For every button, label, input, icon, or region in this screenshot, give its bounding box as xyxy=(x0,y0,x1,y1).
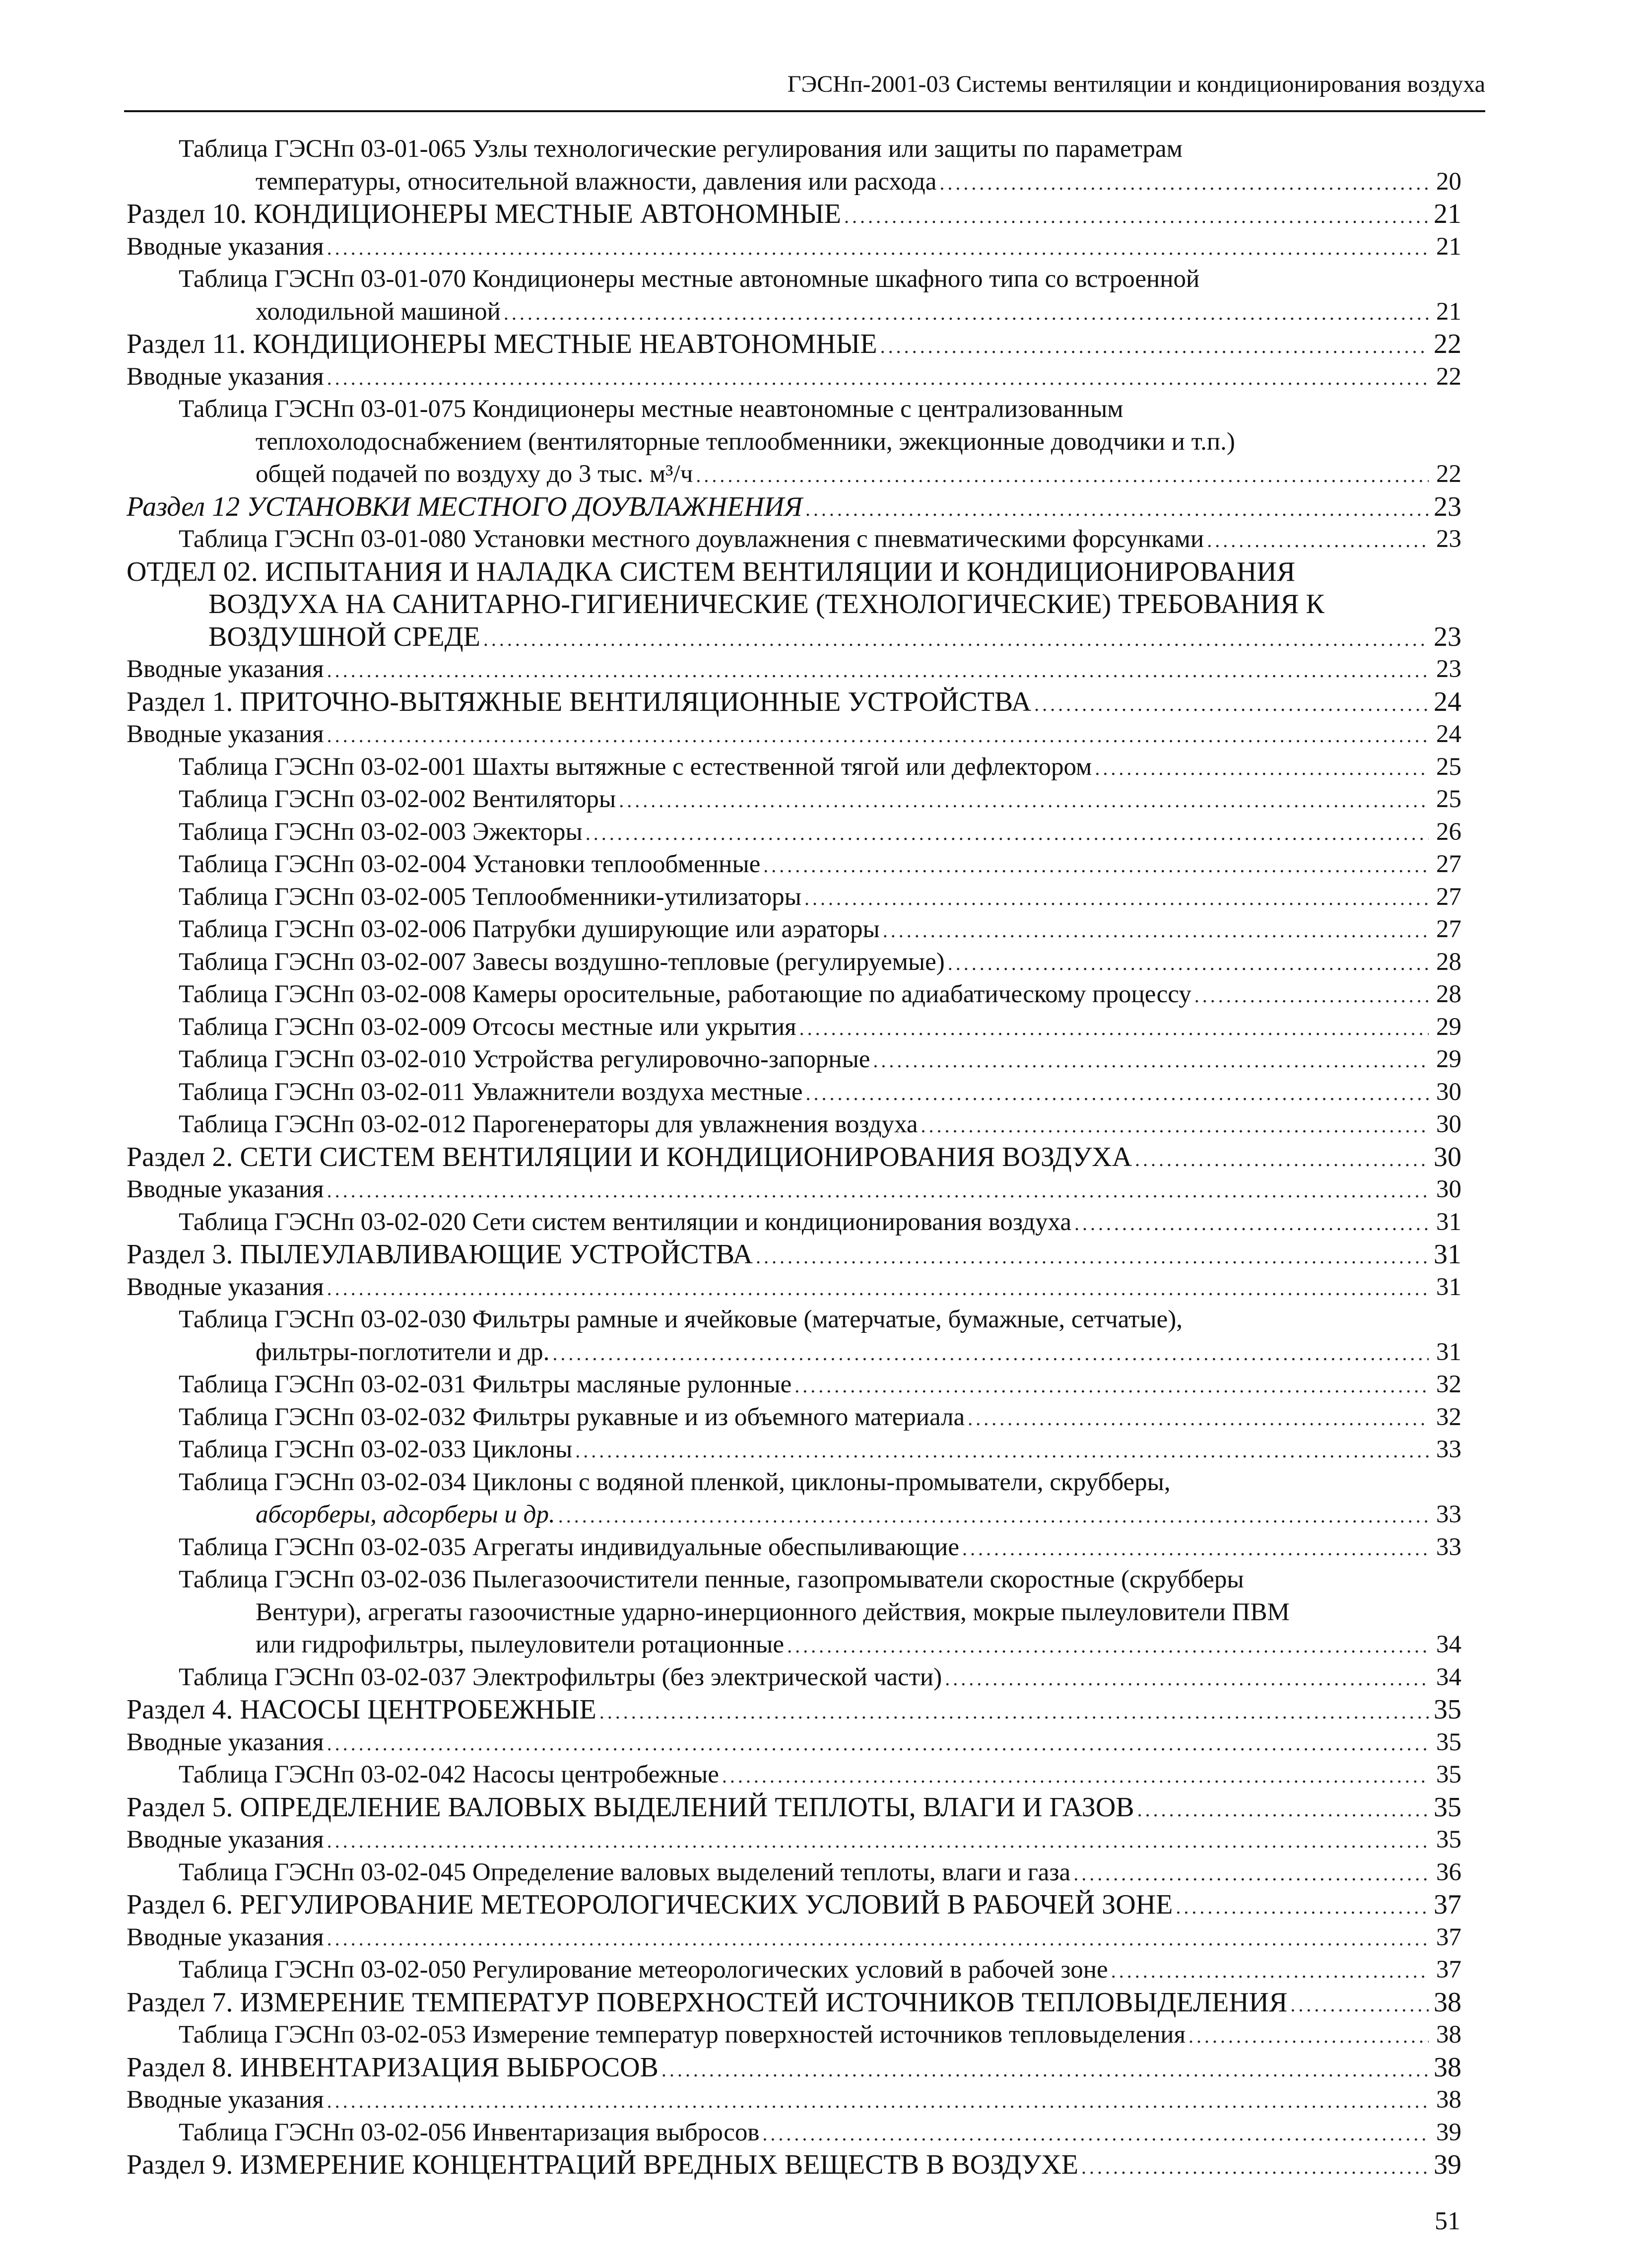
toc-entry xyxy=(127,2052,1461,2084)
dot-leader xyxy=(1188,2020,1429,2053)
toc-entry-page: 23 xyxy=(1434,621,1461,652)
toc-entry-page: 37 xyxy=(1436,1923,1461,1951)
dot-leader xyxy=(599,1696,1429,1728)
toc-entry xyxy=(127,718,1461,751)
toc-entry xyxy=(127,1889,1461,1922)
toc-entry-page: 35 xyxy=(1436,1728,1461,1756)
running-header xyxy=(124,69,1485,112)
toc-entry-page: 27 xyxy=(1436,883,1461,911)
toc-entry-page: 30 xyxy=(1436,1175,1461,1203)
toc-entry xyxy=(127,751,1461,784)
toc-entry-title: общей подачей по воздуху до 3 тыс. м³/ч xyxy=(256,460,693,488)
toc-entry-page: 31 xyxy=(1436,1338,1461,1366)
toc-entry-title: Раздел 11. КОНДИЦИОНЕРЫ МЕСТНЫЕ НЕАВТОНОМНЫЕ xyxy=(127,329,877,359)
toc-entry-page: 35 xyxy=(1436,1826,1461,1854)
toc-entry-page: 39 xyxy=(1434,2149,1461,2180)
toc-entry-title: Раздел 2. СЕТИ СИСТЕМ ВЕНТИЛЯЦИИ И КОНДИЦИОНИРОВАНИЯ ВОЗДУХА xyxy=(127,1141,1132,1172)
toc-entry-page: 21 xyxy=(1436,297,1461,326)
toc-entry-page: 22 xyxy=(1434,329,1461,359)
dot-leader xyxy=(1290,1989,1429,2021)
toc-entry-page: 30 xyxy=(1434,1141,1461,1172)
toc-entry xyxy=(127,198,1461,231)
dot-leader xyxy=(763,849,1429,882)
toc-entry-page: 24 xyxy=(1436,720,1461,748)
toc-entry-title: Таблица ГЭСНп 03-02-031 Фильтры масляные рулонные xyxy=(179,1371,792,1398)
toc-entry xyxy=(127,1369,1461,1401)
toc-entry-title: Таблица ГЭСНп 03-02-056 Инвентаризация выбросов xyxy=(179,2118,760,2146)
dot-leader xyxy=(844,200,1429,233)
toc-entry-page: 34 xyxy=(1436,1663,1461,1691)
toc-entry-title: Таблица ГЭСНп 03-02-020 Сети систем вентиляции и кондиционирования воздуха xyxy=(179,1208,1071,1236)
toc-entry xyxy=(127,1238,1461,1271)
dot-leader xyxy=(327,1727,1429,1760)
dot-leader xyxy=(806,1077,1429,1110)
toc-entry xyxy=(127,816,1461,849)
dot-leader xyxy=(1095,752,1429,785)
toc-entry xyxy=(127,978,1461,1011)
dot-leader xyxy=(968,1402,1429,1435)
dot-leader xyxy=(883,914,1429,947)
toc-entry xyxy=(127,361,1461,394)
dot-leader xyxy=(787,1630,1429,1662)
toc-entry xyxy=(127,913,1461,946)
toc-entry-page: 22 xyxy=(1436,362,1461,391)
dot-leader xyxy=(1081,2151,1429,2184)
toc-entry-title: Вводные указания xyxy=(127,1728,324,1756)
toc-entry-title: Таблица ГЭСНп 03-02-008 Камеры оросительные, работающие по адиабатическому процессу xyxy=(179,980,1191,1008)
dot-leader xyxy=(327,2085,1429,2118)
toc-entry-title: Вводные указания xyxy=(127,362,324,391)
dot-leader xyxy=(483,623,1429,656)
dot-leader xyxy=(756,1240,1429,1273)
toc-entry xyxy=(127,166,1461,199)
toc-entry-title: теплохолодоснабжением (вентиляторные теплообменники, эжекционные доводчики и т.п.) xyxy=(256,427,1235,456)
toc-entry-title: Вводные указания xyxy=(127,655,324,683)
toc-entry-title: Вводные указания xyxy=(127,1273,324,1301)
dot-leader xyxy=(327,1174,1429,1207)
toc-entry-title: Таблица ГЭСНп 03-02-004 Установки теплообменные xyxy=(179,850,761,878)
page-number: 51 xyxy=(1435,2207,1460,2235)
dot-leader xyxy=(661,2054,1429,2086)
toc-entry-page: 39 xyxy=(1436,2118,1461,2146)
toc-entry-title: Таблица ГЭСНп 03-01-065 Узлы технологические регулирования или защиты по параметрам xyxy=(179,135,1183,163)
toc-entry-title: Вводные указания xyxy=(127,232,324,261)
dot-leader xyxy=(1176,1891,1429,1924)
toc-entry-page: 28 xyxy=(1436,948,1461,976)
toc-entry-page: 27 xyxy=(1436,915,1461,943)
toc-entry xyxy=(127,1206,1461,1239)
dot-leader xyxy=(945,1662,1429,1695)
toc-entry-page: 26 xyxy=(1436,818,1461,846)
toc-entry-title: Вводные указания xyxy=(127,1923,324,1951)
toc-entry xyxy=(127,1173,1461,1206)
toc-entry-title: Раздел 10. КОНДИЦИОНЕРЫ МЕСТНЫЕ АВТОНОМНЫЕ xyxy=(127,199,842,229)
toc-entry-page: 23 xyxy=(1436,655,1461,683)
dot-leader xyxy=(805,493,1429,526)
toc-entry-page: 37 xyxy=(1434,1889,1461,1920)
toc-entry-title: Раздел 12 УСТАНОВКИ МЕСТНОГО ДОУВЛАЖНЕНИЯ xyxy=(127,491,802,522)
toc-entry-title: Таблица ГЭСНп 03-02-036 Пылегазоочистители пенные, газопромыватели скоростные (скрубберы xyxy=(179,1566,1244,1593)
dot-leader xyxy=(327,362,1429,395)
dot-leader xyxy=(696,459,1429,492)
toc-entry xyxy=(127,1987,1461,2019)
toc-entry xyxy=(127,653,1461,686)
toc-entry xyxy=(127,523,1461,556)
dot-leader xyxy=(873,1044,1429,1077)
toc-entry xyxy=(127,1108,1461,1141)
toc-entry-page: 25 xyxy=(1436,785,1461,813)
toc-entry-title: Таблица ГЭСНп 03-02-032 Фильтры рукавные и из объемного материала xyxy=(179,1403,965,1431)
toc-entry-title: Раздел 9. ИЗМЕРЕНИЕ КОНЦЕНТРАЦИЙ ВРЕДНЫХ ВЕЩЕСТВ В ВОЗДУХЕ xyxy=(127,2149,1078,2180)
toc-entry xyxy=(127,1499,1461,1531)
toc-entry xyxy=(127,491,1461,524)
toc-entry xyxy=(127,1271,1461,1304)
dot-leader xyxy=(1135,1143,1429,1176)
toc-entry-page: 25 xyxy=(1436,753,1461,781)
toc-entry xyxy=(127,1043,1461,1076)
toc-entry-title: ОТДЕЛ 02. ИСПЫТАНИЯ И НАЛАДКА СИСТЕМ ВЕНТИЛЯЦИИ И КОНДИЦИОНИРОВАНИЯ xyxy=(127,556,1296,587)
toc-entry-title: Таблица ГЭСНп 03-02-011 Увлажнители воздуха местные xyxy=(179,1078,803,1106)
toc-entry xyxy=(127,1336,1461,1369)
toc-entry-title: Раздел 4. НАСОСЫ ЦЕНТРОБЕЖНЫЕ xyxy=(127,1694,596,1725)
dot-leader xyxy=(794,1370,1429,1402)
dot-leader xyxy=(586,817,1429,850)
dot-leader xyxy=(504,297,1429,330)
toc-entry-title: ВОЗДУХА НА САНИТАРНО-ГИГИЕНИЧЕСКИЕ (ТЕХНОЛОГИЧЕСКИЕ) ТРЕБОВАНИЯ К xyxy=(208,589,1324,619)
toc-entry-title: температуры, относительной влажности, давления или расхода xyxy=(256,167,937,196)
toc-entry-title: Таблица ГЭСНп 03-02-033 Циклоны xyxy=(179,1436,573,1463)
dot-leader xyxy=(327,719,1429,752)
toc-entry-title: Раздел 8. ИНВЕНТАРИЗАЦИЯ ВЫБРОСОВ xyxy=(127,2052,659,2083)
toc-entry xyxy=(127,1661,1461,1694)
running-header-title: ГЭСНп-2001-03 Системы вентиляции и кондиционирования воздуха xyxy=(787,71,1485,97)
toc-entry-title: холодильной машиной xyxy=(256,297,501,326)
toc-entry xyxy=(127,1141,1461,1174)
table-of-contents xyxy=(127,133,1461,2182)
dot-leader xyxy=(962,1532,1429,1565)
toc-entry-page: 32 xyxy=(1436,1403,1461,1431)
toc-entry xyxy=(127,1856,1461,1889)
toc-entry-title: Таблица ГЭСНп 03-02-042 Насосы центробежные xyxy=(179,1761,719,1788)
toc-entry-page: 21 xyxy=(1434,199,1461,229)
toc-entry-page: 35 xyxy=(1434,1694,1461,1725)
toc-entry-page: 24 xyxy=(1434,686,1461,717)
toc-entry-page: 33 xyxy=(1436,1436,1461,1463)
toc-entry xyxy=(127,426,1461,459)
toc-entry xyxy=(127,848,1461,881)
dot-leader xyxy=(762,2118,1429,2150)
toc-entry xyxy=(127,2149,1461,2182)
toc-entry-page: 31 xyxy=(1434,1239,1461,1270)
toc-entry xyxy=(127,1564,1461,1596)
toc-entry xyxy=(127,1629,1461,1661)
toc-entry xyxy=(127,1596,1461,1629)
toc-entry xyxy=(127,2084,1461,2117)
toc-entry-page: 21 xyxy=(1436,232,1461,261)
toc-entry-title: Таблица ГЭСНп 03-02-053 Измерение температур поверхностей источников тепловыделения xyxy=(179,2021,1186,2049)
toc-entry-page: 38 xyxy=(1434,2052,1461,2083)
toc-entry-title: Раздел 7. ИЗМЕРЕНИЕ ТЕМПЕРАТУР ПОВЕРХНОСТЕЙ ИСТОЧНИКОВ ТЕПЛОВЫДЕЛЕНИЯ xyxy=(127,1987,1288,2018)
toc-entry xyxy=(127,946,1461,979)
toc-entry xyxy=(127,1401,1461,1434)
toc-entry xyxy=(127,2019,1461,2052)
toc-entry-page: 33 xyxy=(1436,1501,1461,1528)
toc-entry-title: Таблица ГЭСНп 03-02-001 Шахты вытяжные с естественной тягой или дефлектором xyxy=(179,753,1092,781)
toc-entry xyxy=(127,133,1461,166)
toc-entry xyxy=(127,1922,1461,1954)
toc-entry-title: Таблица ГЭСНп 03-01-080 Установки местного доувлажнения с пневматическими форсунками xyxy=(179,525,1204,553)
toc-entry-page: 31 xyxy=(1436,1273,1461,1301)
toc-entry-page: 33 xyxy=(1436,1533,1461,1561)
dot-leader xyxy=(1194,979,1429,1012)
dot-leader xyxy=(558,1500,1429,1532)
toc-entry-title: ВОЗДУШНОЙ СРЕДЕ xyxy=(208,621,480,652)
toc-entry-page: 20 xyxy=(1436,167,1461,196)
toc-entry xyxy=(127,231,1461,264)
dot-leader xyxy=(939,167,1429,200)
toc-entry-title: Таблица ГЭСНп 03-02-034 Циклоны с водяной пленкой, циклоны-промыватели, скрубберы, xyxy=(179,1468,1171,1496)
toc-entry xyxy=(127,1694,1461,1726)
toc-entry-title: Таблица ГЭСНп 03-02-050 Регулирование метеорологических условий в рабочей зоне xyxy=(179,1956,1108,1984)
toc-entry-title: или гидрофильтры, пылеуловители ротационные xyxy=(256,1631,785,1658)
dot-leader xyxy=(722,1760,1429,1792)
dot-leader xyxy=(575,1435,1429,1467)
toc-entry xyxy=(127,393,1461,426)
toc-entry-title: Раздел 5. ОПРЕДЕЛЕНИЕ ВАЛОВЫХ ВЫДЕЛЕНИЙ ТЕПЛОТЫ, ВЛАГИ И ГАЗОВ xyxy=(127,1791,1134,1823)
toc-entry xyxy=(127,1726,1461,1759)
toc-entry-page: 30 xyxy=(1436,1078,1461,1106)
dot-leader xyxy=(1207,524,1429,557)
dot-leader xyxy=(1137,1793,1429,1826)
toc-entry-title: Таблица ГЭСНп 03-02-010 Устройства регулировочно-запорные xyxy=(179,1045,870,1073)
toc-entry-title: Таблица ГЭСНп 03-02-045 Определение валовых выделений теплоты, влаги и газа xyxy=(179,1858,1071,1886)
dot-leader xyxy=(552,1337,1429,1370)
toc-entry-title: Таблица ГЭСНп 03-01-070 Кондиционеры местные автономные шкафного типа со встроенной xyxy=(179,265,1200,293)
toc-entry-title: Вводные указания xyxy=(127,2086,324,2114)
dot-leader xyxy=(327,1272,1429,1305)
toc-entry-page: 37 xyxy=(1436,1956,1461,1984)
dot-leader xyxy=(921,1109,1429,1142)
toc-entry xyxy=(127,2117,1461,2149)
toc-entry xyxy=(127,1824,1461,1856)
dot-leader xyxy=(880,330,1429,363)
toc-entry xyxy=(127,458,1461,491)
toc-entry xyxy=(127,1466,1461,1499)
toc-entry-page: 34 xyxy=(1436,1631,1461,1658)
toc-entry-title: Таблица ГЭСНп 03-02-007 Завесы воздушно-тепловые (регулируемые) xyxy=(179,948,945,976)
toc-entry-title: Вводные указания xyxy=(127,1826,324,1854)
dot-leader xyxy=(1074,1207,1429,1240)
dot-leader xyxy=(1073,1857,1429,1890)
toc-entry-title: Вводные указания xyxy=(127,720,324,748)
dot-leader xyxy=(327,1923,1429,1955)
dot-leader xyxy=(804,882,1429,915)
toc-entry xyxy=(127,263,1461,296)
toc-entry xyxy=(127,1791,1461,1824)
dot-leader xyxy=(1034,688,1429,721)
toc-entry xyxy=(127,621,1461,654)
toc-entry-page: 28 xyxy=(1436,980,1461,1008)
toc-entry-page: 29 xyxy=(1436,1013,1461,1041)
toc-entry xyxy=(127,1759,1461,1791)
toc-entry-title: Таблица ГЭСНп 03-02-030 Фильтры рамные и ячейковые (матерчатые, бумажные, сетчатые), xyxy=(179,1306,1183,1333)
toc-entry xyxy=(127,1531,1461,1564)
toc-entry-page: 27 xyxy=(1436,850,1461,878)
toc-entry-title: абсорберы, адсорберы и др. xyxy=(256,1501,555,1528)
toc-entry xyxy=(127,783,1461,816)
toc-entry-title: Таблица ГЭСНп 03-02-009 Отсосы местные или укрытия xyxy=(179,1013,796,1041)
toc-entry-page: 38 xyxy=(1434,1987,1461,2018)
toc-entry-page: 36 xyxy=(1436,1858,1461,1886)
toc-entry-page: 30 xyxy=(1436,1110,1461,1138)
toc-entry-title: Раздел 6. РЕГУЛИРОВАНИЕ МЕТЕОРОЛОГИЧЕСКИХ УСЛОВИЙ В РАБОЧЕЙ ЗОНЕ xyxy=(127,1889,1173,1920)
toc-entry xyxy=(127,686,1461,719)
toc-entry xyxy=(127,556,1461,589)
toc-entry-title: Раздел 3. ПЫЛЕУЛАВЛИВАЮЩИЕ УСТРОЙСТВА xyxy=(127,1239,753,1270)
toc-entry-title: Таблица ГЭСНп 03-02-012 Парогенераторы для увлажнения воздуха xyxy=(179,1110,918,1138)
toc-entry-title: Таблица ГЭСНп 03-01-075 Кондиционеры местные неавтономные с централизованным xyxy=(179,395,1123,423)
dot-leader xyxy=(619,784,1429,817)
toc-entry xyxy=(127,1011,1461,1044)
dot-leader xyxy=(327,232,1429,265)
dot-leader xyxy=(327,654,1429,687)
toc-entry-title: Таблица ГЭСНп 03-02-002 Вентиляторы xyxy=(179,785,616,813)
toc-entry xyxy=(127,881,1461,914)
dot-leader xyxy=(1111,1955,1429,1988)
toc-entry xyxy=(127,328,1461,361)
toc-entry-title: Вводные указания xyxy=(127,1175,324,1203)
toc-entry xyxy=(127,296,1461,329)
toc-entry-title: Таблица ГЭСНп 03-02-006 Патрубки душирующие или аэраторы xyxy=(179,915,880,943)
toc-entry-title: Вентури), агрегаты газоочистные ударно-инерционного действия, мокрые пылеуловители ПВМ xyxy=(256,1598,1290,1626)
toc-entry-page: 31 xyxy=(1436,1208,1461,1236)
toc-entry xyxy=(127,1434,1461,1466)
toc-entry-title: Таблица ГЭСНп 03-02-035 Агрегаты индивидуальные обеспыливающие xyxy=(179,1533,959,1561)
toc-entry-title: Таблица ГЭСНп 03-02-005 Теплообменники-утилизаторы xyxy=(179,883,801,911)
toc-entry-page: 23 xyxy=(1436,525,1461,553)
toc-entry-page: 32 xyxy=(1436,1371,1461,1398)
toc-entry-page: 22 xyxy=(1436,460,1461,488)
toc-entry-page: 23 xyxy=(1434,491,1461,522)
toc-entry-title: Таблица ГЭСНп 03-02-037 Электрофильтры (без электрической части) xyxy=(179,1663,942,1691)
toc-entry-title: фильтры-поглотители и др. xyxy=(256,1338,550,1366)
toc-entry xyxy=(127,588,1461,621)
toc-entry-title: Таблица ГЭСНп 03-02-003 Эжекторы xyxy=(179,818,583,846)
toc-entry-title: Раздел 1. ПРИТОЧНО-ВЫТЯЖНЫЕ ВЕНТИЛЯЦИОННЫЕ УСТРОЙСТВА xyxy=(127,686,1032,717)
toc-entry-page: 29 xyxy=(1436,1045,1461,1073)
toc-entry-page: 35 xyxy=(1434,1791,1461,1823)
toc-entry-page: 38 xyxy=(1436,2021,1461,2049)
toc-entry-page: 35 xyxy=(1436,1761,1461,1788)
dot-leader xyxy=(327,1825,1429,1857)
toc-entry xyxy=(127,1304,1461,1336)
toc-entry-page: 38 xyxy=(1436,2086,1461,2114)
toc-entry xyxy=(127,1076,1461,1109)
toc-entry xyxy=(127,1954,1461,1987)
dot-leader xyxy=(948,947,1429,980)
dot-leader xyxy=(799,1012,1429,1045)
